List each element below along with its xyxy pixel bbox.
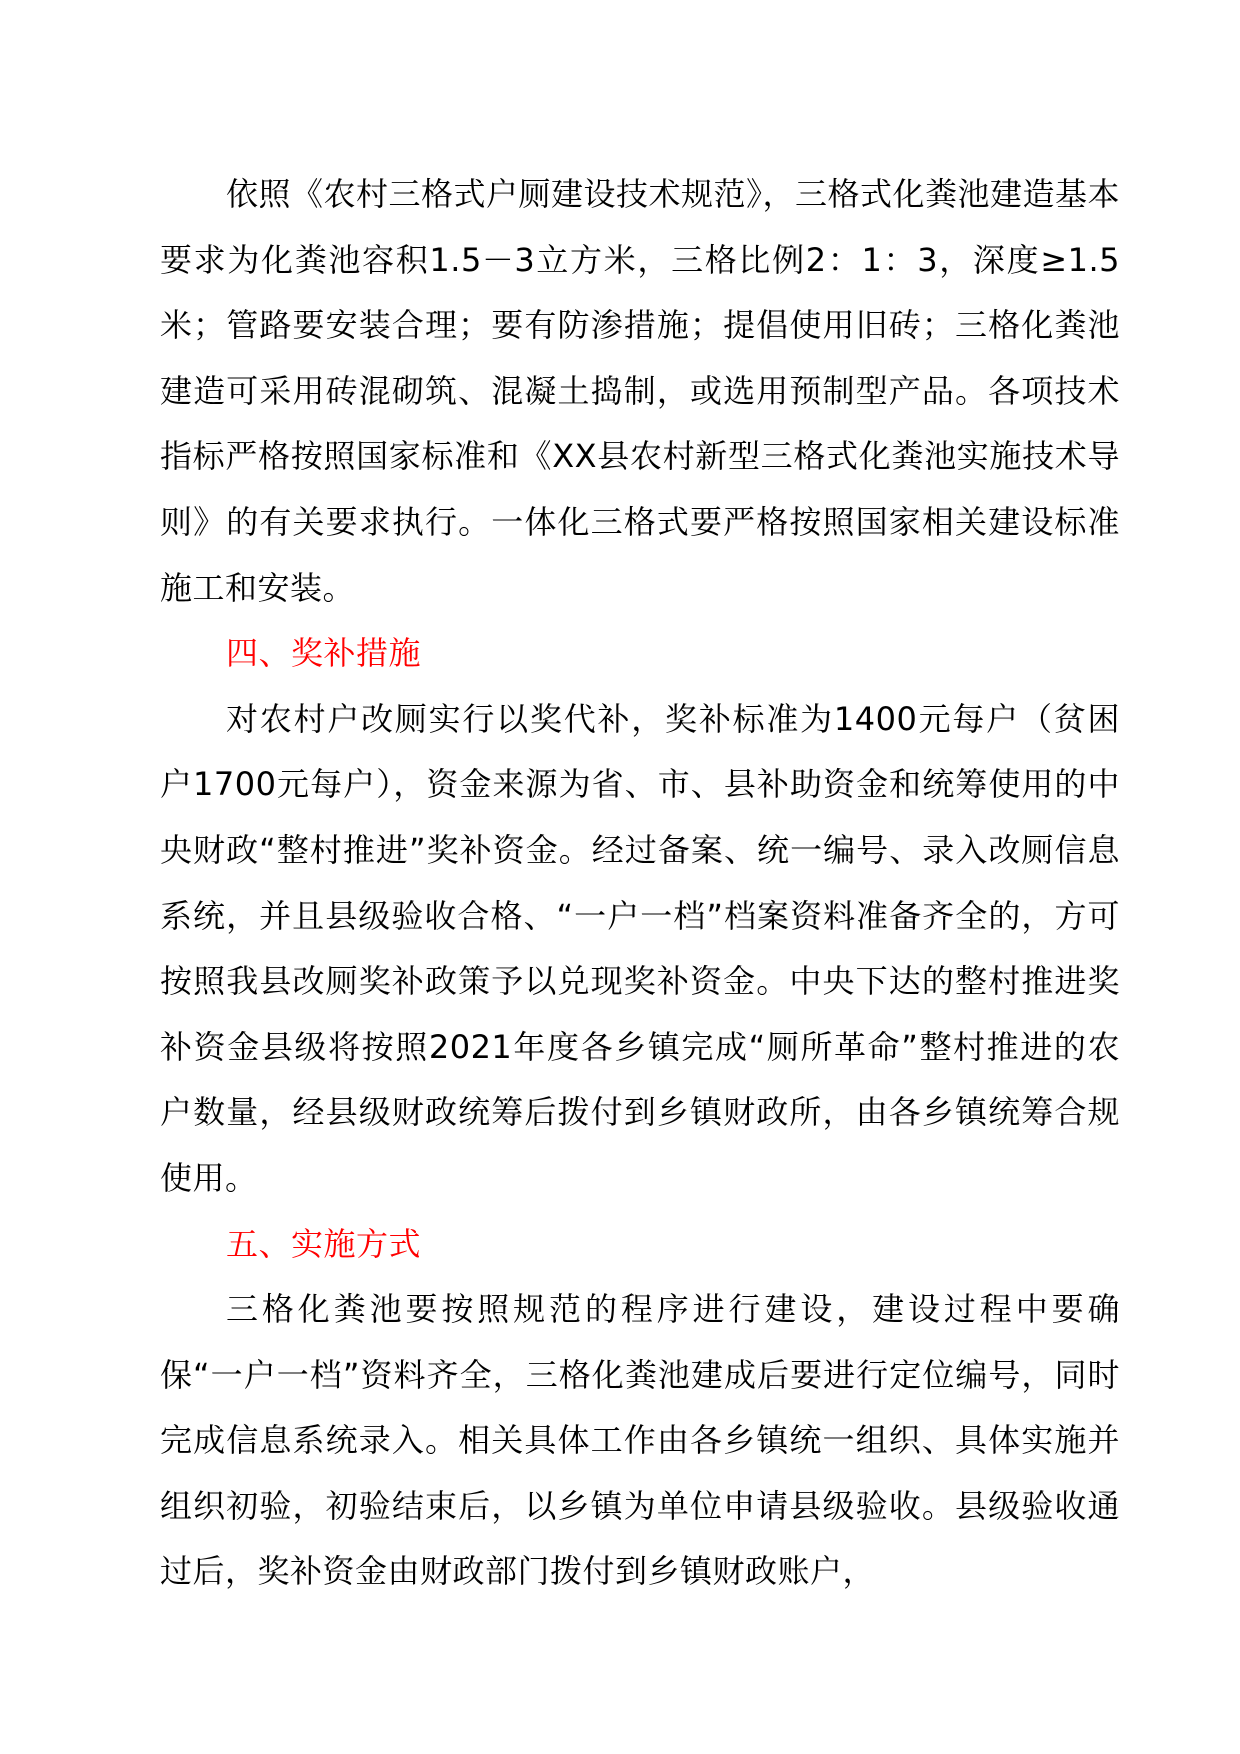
section-heading-implementation: 五、实施方式 — [226, 1224, 422, 1263]
document-page — [160, 162, 1120, 1605]
body-paragraph: 对农村户改厕实行以奖代补，奖补标准为1400元每户（贫困户1700元每户），资金来源为省、市、县补助资金和统筹使用的中央财政“整村推进”奖补资金。经过备案、统一编号、录入改厕信息系统，并且县级验收合格、“一户一档”档案资料准备齐全的，方可按照我县改厕奖补政策予以兑现奖补资金。中央下达的整村推进奖补资金县级将按照2021年度各乡镇完成“厕所革命”整村推进的农户数量，经县级财政统筹后拨付到乡镇财政所，由各乡镇统筹合规使用。 — [160, 699, 1120, 1197]
section-heading-reward-measures: 四、奖补措施 — [226, 634, 422, 673]
body-paragraph: 依照《农村三格式户厕建设技术规范》，三格式化粪池建造基本要求为化粪池容积1.5－3立方米，三格比例2：1：3，深度≥1.5米；管路要安装合理；要有防渗措施；提倡使用旧砖；三格化粪池建造可采用砖混砌筑、混凝土捣制，或选用预制型产品。各项技术指标严格按照国家标准和《XX县农村新型三格式化粪池实施技术导则》的有关要求执行。一体化三格式要严格按照国家相关建设标准施工和安装。 — [160, 175, 1121, 607]
body-paragraph: 三格化粪池要按照规范的程序进行建设，建设过程中要确保“一户一档”资料齐全，三格化粪池建成后要进行定位编号，同时完成信息系统录入。相关具体工作由各乡镇统一组织、具体实施并组织初验，初验结束后，以乡镇为单位申请县级验收。县级验收通过后，奖补资金由财政部门拨付到乡镇财政账户， — [160, 1290, 1120, 1591]
